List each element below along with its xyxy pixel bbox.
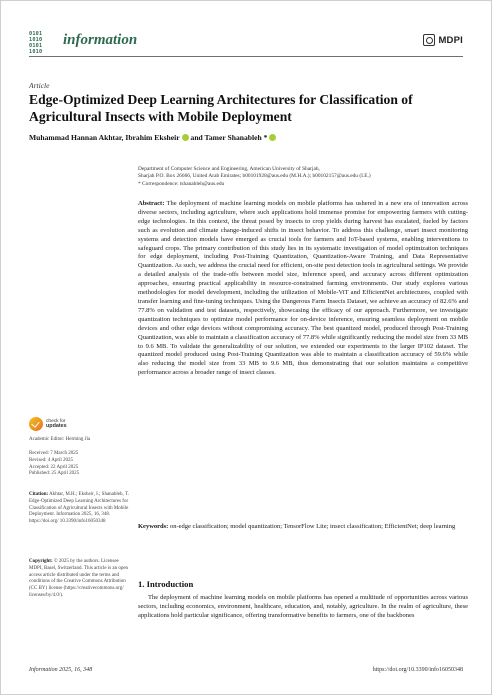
mdpi-logo-icon bbox=[423, 34, 435, 46]
keywords bbox=[138, 523, 468, 532]
author-name: and Tamer Shanableh * bbox=[190, 133, 268, 142]
section-heading: 1. Introduction bbox=[138, 579, 194, 589]
affiliation-block bbox=[138, 166, 468, 188]
affiliation-line: Sharjah P.O. Box 26666, United Arab Emirates; b00101928@aus.edu (M.H.A.); b00102157@aus.edu (I.E.) bbox=[138, 173, 371, 180]
publisher-name: MDPI bbox=[438, 34, 463, 46]
date-revised: Revised: 4 April 2025 bbox=[29, 457, 74, 463]
affiliation-line: Department of Computer Science and Engineering, American University of Sharjah, bbox=[138, 166, 320, 172]
journal-name: information bbox=[63, 32, 138, 48]
footer-journal-ref: Information 2025, 16, 348 bbox=[29, 667, 93, 673]
abstract-label: Abstract: bbox=[138, 200, 165, 207]
publication-dates bbox=[29, 451, 129, 478]
orcid-icon[interactable] bbox=[269, 134, 276, 141]
check-updates-icon bbox=[29, 417, 43, 431]
check-updates-line: check for bbox=[46, 418, 66, 424]
check-updates-text bbox=[46, 419, 67, 430]
academic-editor: Academic Editor: Herming Jia bbox=[29, 437, 91, 442]
citation-text: Akhtar, M.H.; Eksheir, I.; Shanableh, T. Edge-Optimized Deep Learning Architectures for Classification of Agricultural Insects with Mobile Deployment. Information 2025, 16, 348. https://doi.org/ 10.3390/info16050348 bbox=[29, 492, 129, 525]
header-divider bbox=[29, 56, 463, 57]
orcid-icon[interactable] bbox=[182, 134, 189, 141]
keywords-label: Keywords: bbox=[138, 523, 169, 530]
citation-label: Citation: bbox=[29, 492, 49, 497]
date-received: Received: 7 March 2025 bbox=[29, 451, 79, 456]
abstract bbox=[138, 200, 468, 378]
check-updates-line: updates bbox=[46, 423, 67, 429]
copyright-label: Copyright: bbox=[29, 559, 53, 564]
logo-bits-row: 0101 bbox=[29, 31, 43, 37]
journal-logo-icon bbox=[29, 31, 57, 55]
keywords-text: on-edge classification; model quantization; TensorFlow Lite; insect classification; EfficientNet; deep learning bbox=[169, 523, 456, 530]
copyright-block bbox=[29, 559, 129, 600]
paper-title: Edge-Optimized Deep Learning Architectures for Classification of Agricultural Insects with Mobile Deployment bbox=[29, 92, 413, 124]
citation-block bbox=[29, 492, 129, 526]
copyright-text: © 2025 by the authors. Licensee MDPI, Basel, Switzerland. This article is an open access article distributed under the terms and conditions of the Creative Commons Attribution (CC BY) license (https://creativecommons.org/ licenses/by/4.0/). bbox=[29, 559, 129, 598]
logo-bits-row: 1010 bbox=[29, 37, 43, 43]
check-for-updates-badge[interactable] bbox=[29, 417, 89, 431]
author-list bbox=[29, 133, 469, 142]
page-footer bbox=[29, 667, 463, 673]
logo-bits-row: 0101 bbox=[29, 43, 43, 49]
publisher-logo bbox=[423, 34, 463, 46]
author-name: Ibrahim Eksheir bbox=[125, 133, 180, 142]
article-type: Article bbox=[29, 81, 50, 90]
correspondence-line: * Correspondence: tshanableh@aus.edu bbox=[138, 180, 225, 187]
author-name: Muhammad Hannan Akhtar, bbox=[29, 133, 124, 142]
date-published: Published: 25 April 2025 bbox=[29, 471, 80, 477]
date-accepted: Accepted: 22 April 2025 bbox=[29, 464, 79, 470]
footer-doi-link[interactable]: https://doi.org/10.3390/info16050348 bbox=[372, 667, 463, 673]
introduction-text: The deployment of machine learning models on mobile platforms has opened a multitude of opportunities across various sectors, including economics, environment, healthcare, education, and, notably, agriculture. In the realm of agriculture, these applications hold particular significance, offering transformative benefits to farmers, one of the backbones bbox=[138, 594, 468, 619]
abstract-text: The deployment of machine learning models on mobile platforms has ushered in a new era of innovation across diverse sectors, including agriculture, where such applications hold immense promise for empowering farmers with cutting-edge technologies. In this context, the threat posed by insects to crop yields during harvest has escalated, fueled by factors such as evolution and climate change-induced shifts in insect behavior. To address this challenge, smart insect monitoring systems and detection models have emerged as crucial tools for farmers and IoT-based systems, enabling interventions to safeguard crops. The primary contribution of this study lies in its systematic investigation of model optimization techniques for edge deployment, including Post-Training Quantization, Quantization-Aware Training, and Data Representative Quantization. As such, we address the crucial need for efficient, on-site pest detection tools in agricultural settings. We provide a detailed analysis of the trade-offs between model size, inference speed, and accuracy across different optimization approaches, ensuring practical applicability in resource-constrained farming environments. Our study explores various methodologies for model development, including the utilization of Mobile-ViT and EfficientNet architectures, coupled with transfer learning and fine-tuning techniques. Using the Dangerous Farm Insects Dataset, we achieve an accuracy of 82.6% and 77.8% on validation and test datasets, respectively, showcasing the efficacy of our approach. Furthermore, we investigate quantization techniques to optimize model performance for on-device inference, ensuring seamless deployment on mobile devices and other edge devices without compromising accuracy. The best quantized model, produced through Post-Training Quantization, was able to maintain a classification accuracy of 77.8% while significantly reducing the model size from 33 MB to 9.6 MB. To validate the generalizability of our solution, we extended our experiments to the larger IP102 dataset. The quantized model produced using Post-Training Quantization was able to maintain a classification accuracy of 59.6% while also reducing the model size from 33 MB to 9.6 MB, thus demonstrating that our solution maintains a competitive performance across a broader range of insect classes. bbox=[138, 200, 469, 377]
logo-bits-row: 1010 bbox=[29, 49, 43, 55]
